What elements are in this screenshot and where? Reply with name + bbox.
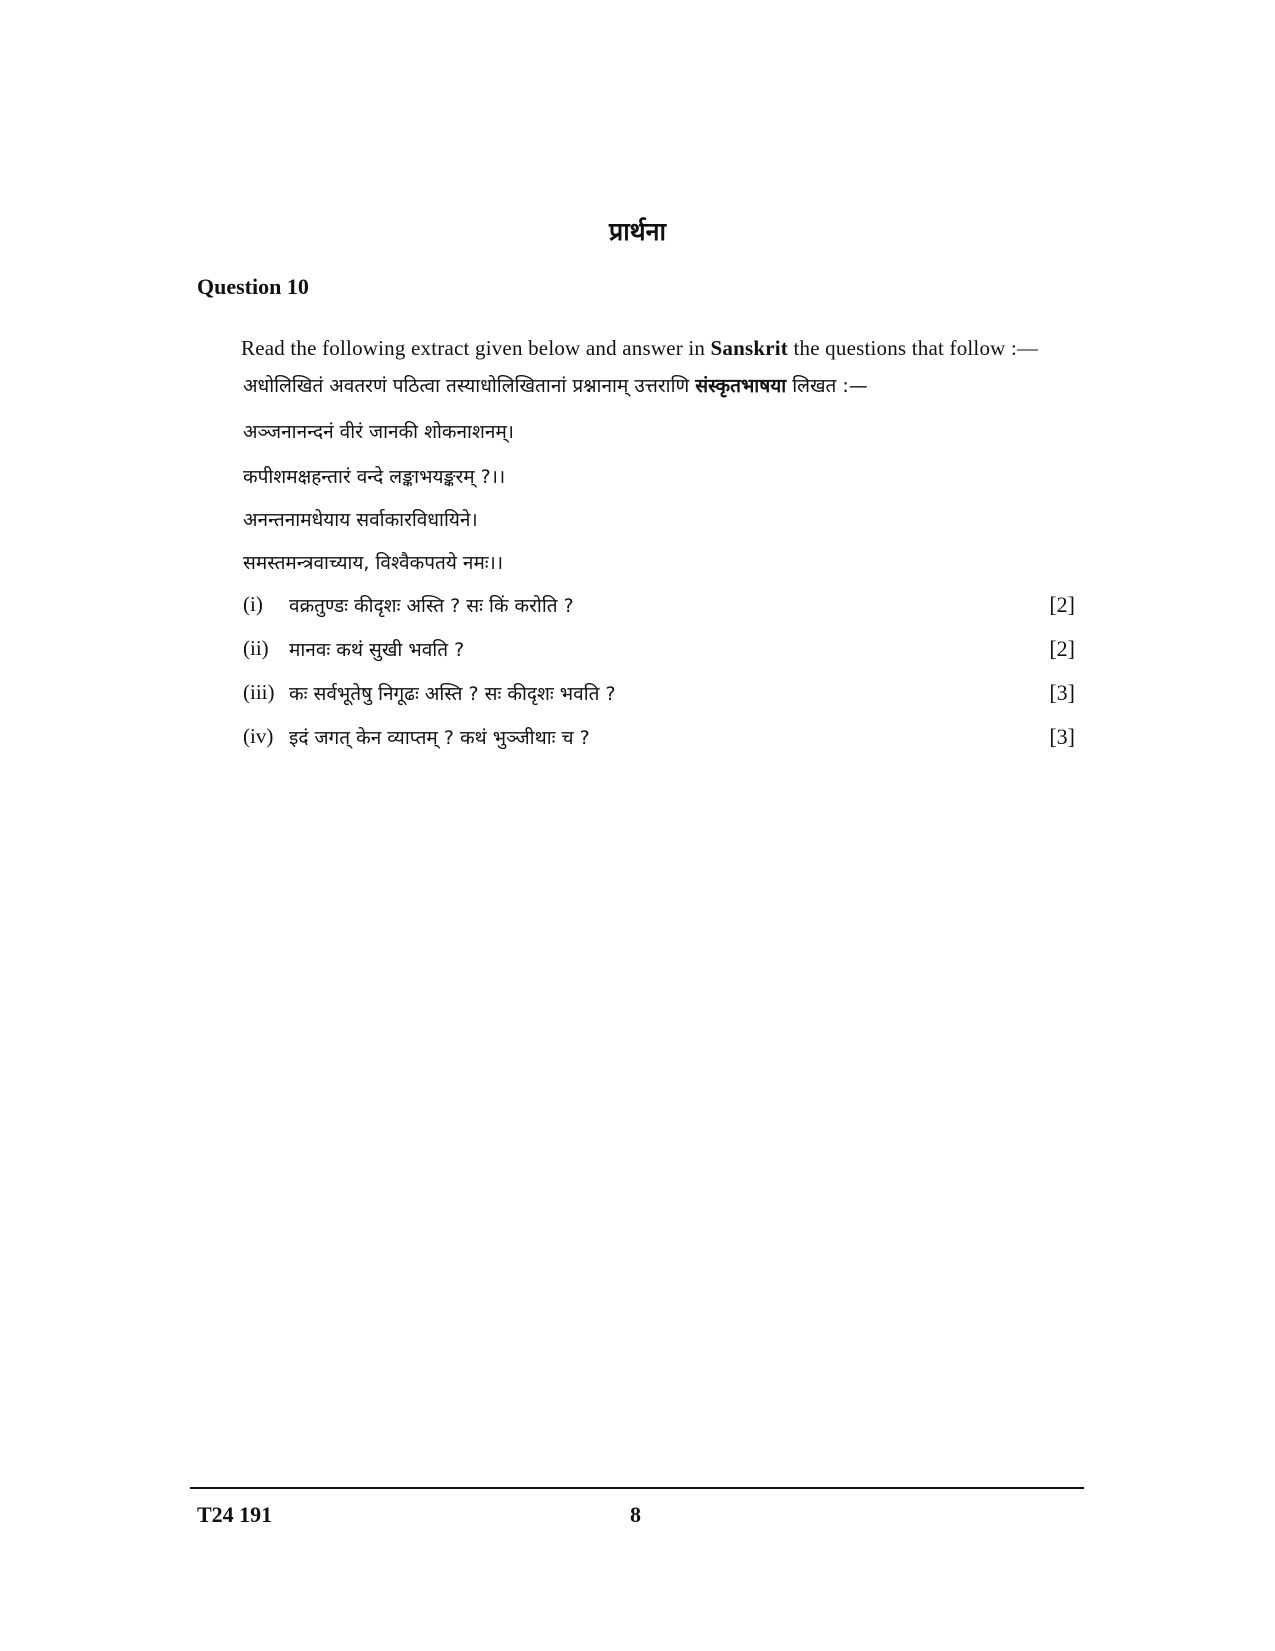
question-heading: Question 10 <box>197 274 309 299</box>
paper-code: T24 191 <box>197 1502 273 1527</box>
question-number: (i) <box>243 592 263 616</box>
footer-rule <box>190 1487 1084 1489</box>
question-marks: [2] <box>1049 636 1075 661</box>
verse-line: समस्तमन्त्रवाच्याय, विश्वैकपतये नमः।। <box>243 552 504 574</box>
question-marks: [3] <box>1049 680 1075 705</box>
question-text: मानवः कथं सुखी भवति ? <box>289 639 465 661</box>
question-number: (iv) <box>243 724 274 748</box>
page-number: 8 <box>630 1502 641 1527</box>
question-text: वक्रतुण्डः कीदृशः अस्ति ? सः किं करोति ? <box>289 595 574 617</box>
instruction-english <box>241 336 1038 361</box>
instruction-english-before: Read the following extract given below and answer in <box>241 336 711 360</box>
question-marks: [3] <box>1049 724 1075 749</box>
question-number: (iii) <box>243 680 275 704</box>
instruction-sanskrit-bold: संस्कृतभाषया <box>695 375 787 397</box>
instruction-sanskrit <box>243 372 868 398</box>
verse-line: अञ्जनानन्दनं वीरं जानकी शोकनाशनम्। <box>243 421 515 443</box>
question-item <box>243 724 1075 754</box>
instruction-english-bold: Sanskrit <box>710 336 789 360</box>
page-title: प्रार्थना <box>608 217 667 246</box>
question-text: कः सर्वभूतेषु निगूढः अस्ति ? सः कीदृशः भवति ? <box>289 683 616 705</box>
question-item <box>243 680 1075 710</box>
instruction-sanskrit-before: अधोलिखितं अवतरणं पठित्वा तस्याधोलिखितानां प्रश्नानाम् उत्तराणि <box>243 375 696 397</box>
question-text: इदं जगत् केन व्याप्तम् ? कथं भुञ्जीथाः च ? <box>289 727 590 749</box>
instruction-sanskrit-after: लिखत :— <box>786 375 868 397</box>
question-item <box>243 592 1075 622</box>
question-item <box>243 636 1075 666</box>
verse-line: कपीशमक्षहन्तारं वन्दे लङ्काभयङ्करम् ?।। <box>243 466 506 488</box>
instruction-english-after: the questions that follow :— <box>788 336 1039 360</box>
verse-line: अनन्तनामधेयाय सर्वाकारविधायिने। <box>243 509 478 531</box>
question-marks: [2] <box>1049 592 1075 617</box>
question-number: (ii) <box>243 636 269 660</box>
